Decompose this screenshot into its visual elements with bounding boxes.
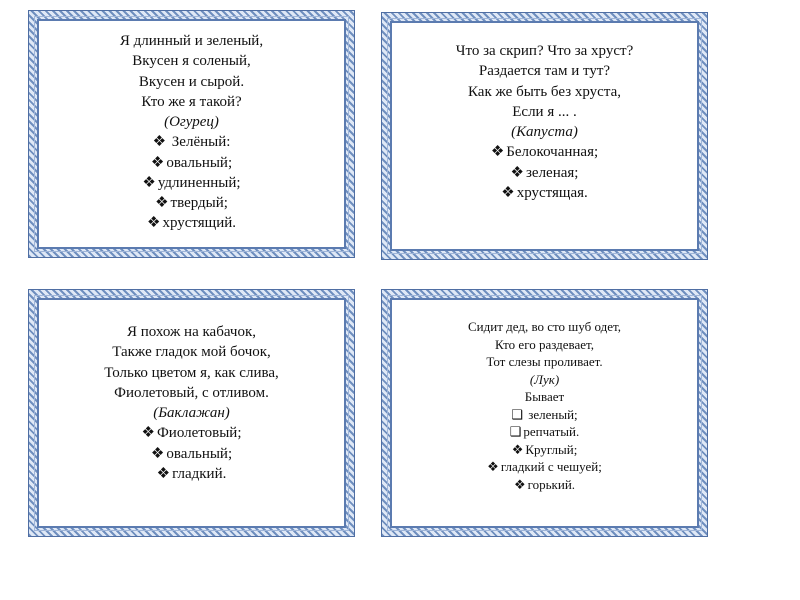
feature-text: твердый; [170, 195, 228, 211]
diamond-bullet-icon: ❖ [142, 174, 156, 191]
feature-text: удлиненный; [157, 174, 241, 191]
feature-item [392, 163, 697, 183]
feature-text: гладкий с чешуей; [500, 459, 602, 475]
riddle-line: Что за скрип? Что за хруст? [455, 43, 634, 59]
feature-text: хрустящий. [162, 215, 237, 232]
feature-item [39, 464, 344, 484]
square-bullet-icon: ❑ [509, 424, 522, 440]
riddle-answer: (Лук) [529, 371, 560, 387]
riddle-line: Только цветом я, как слива, [104, 364, 279, 381]
diamond-bullet-icon: ❖ [487, 459, 499, 475]
riddle-line: Если я ... . [512, 103, 577, 120]
feature-item [392, 142, 697, 162]
diamond-bullet-icon: ❖ [501, 184, 515, 201]
feature-item [392, 441, 697, 459]
diamond-bullet-icon: ❖ [152, 134, 167, 151]
riddle-card-eggplant [28, 289, 355, 537]
riddle-line: Тот слезы проливает. [486, 354, 603, 370]
square-bullet-icon: ❑ [511, 406, 523, 422]
riddle-line: Вкусен и сырой. [138, 73, 245, 90]
riddle-line: Я длинный и зеленый, [119, 33, 264, 49]
feature-text: Белокочанная; [506, 144, 599, 161]
riddle-line: Раздается там и тут? [478, 63, 611, 80]
diamond-bullet-icon: ❖ [141, 425, 155, 442]
feature-item [392, 183, 697, 203]
feature-item [392, 406, 697, 424]
diamond-bullet-icon: ❖ [511, 441, 524, 457]
diamond-bullet-icon: ❖ [155, 195, 169, 211]
diamond-bullet-icon: ❖ [490, 144, 505, 161]
riddle-line: Сидит дед, во сто шуб одет, [468, 319, 621, 334]
riddle-line: Кто же я такой? [141, 93, 242, 110]
diamond-bullet-icon: ❖ [156, 465, 171, 482]
diamond-bullet-icon: ❖ [150, 445, 165, 462]
riddle-card-cucumber [28, 10, 355, 258]
riddle-card-cabbage [381, 12, 708, 260]
riddle-line: Фиолетовый, с отливом. [114, 384, 269, 401]
riddle-line: Как же быть без хруста, [468, 83, 621, 100]
feature-text: Фиолетовый; [156, 425, 242, 442]
riddle-line: Кто его раздевает, [495, 336, 594, 352]
riddle-line: Также гладок мой бочок, [112, 344, 271, 361]
card-content [390, 298, 699, 528]
feature-item [39, 444, 344, 464]
card-content [37, 19, 346, 249]
diamond-bullet-icon: ❖ [510, 164, 524, 181]
riddle-answer: (Огурец) [164, 114, 219, 130]
card-content [37, 298, 346, 528]
feature-text: зеленый; [524, 406, 578, 422]
riddle-line: Вкусен я соленый, [132, 53, 251, 70]
riddle-answer: (Капуста) [511, 124, 578, 140]
riddle-card-onion [381, 289, 708, 537]
feature-text: овальный; [166, 445, 233, 462]
feature-item [39, 153, 344, 173]
diamond-bullet-icon: ❖ [513, 476, 526, 492]
feature-text: горький. [527, 476, 576, 492]
feature-text: овальный; [166, 154, 233, 171]
diamond-bullet-icon: ❖ [146, 215, 161, 232]
feature-text: гладкий. [172, 465, 227, 482]
feature-item [392, 476, 697, 494]
feature-text: хрустящая. [516, 184, 588, 201]
feature-item [39, 132, 344, 152]
feature-intro: Бывает [524, 389, 565, 405]
feature-item [392, 423, 697, 441]
riddle-line: Я похож на кабачок, [126, 324, 256, 340]
card-content [390, 21, 699, 251]
feature-text: Круглый; [525, 441, 578, 457]
feature-text: репчатый. [523, 424, 580, 440]
feature-item [39, 213, 344, 233]
diamond-bullet-icon: ❖ [150, 154, 165, 171]
riddle-answer: (Баклажан) [153, 405, 230, 421]
feature-item [39, 423, 344, 443]
feature-text: зеленая; [525, 164, 579, 181]
feature-item [392, 458, 697, 476]
feature-text: Зелёный: [168, 134, 231, 151]
feature-item [39, 173, 344, 193]
feature-item [39, 193, 344, 213]
